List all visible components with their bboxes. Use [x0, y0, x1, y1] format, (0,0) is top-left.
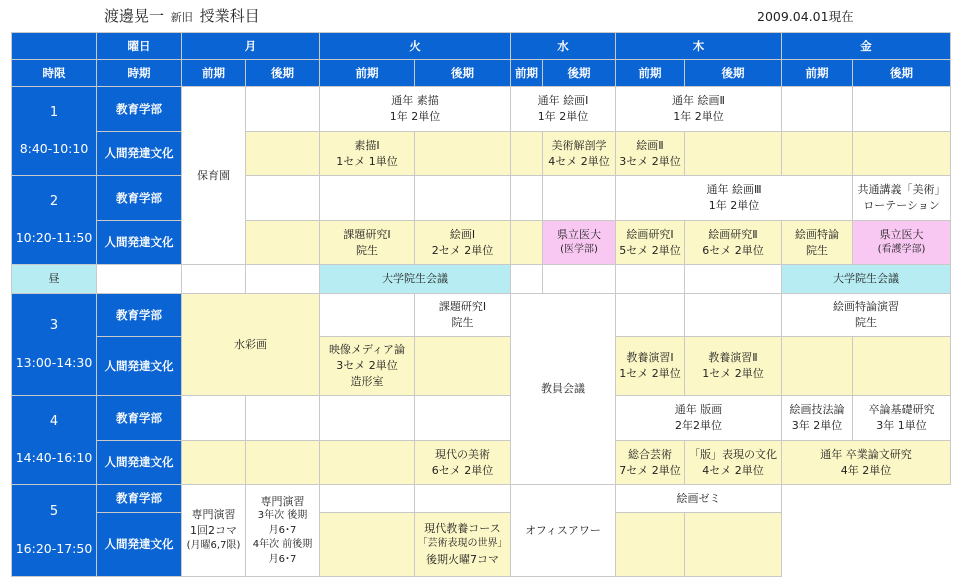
class-cell — [782, 294, 951, 337]
header-fri: 金 — [782, 33, 951, 60]
class-detail: (看護学部) — [877, 244, 926, 256]
period-5-cell — [12, 485, 97, 577]
empty-cell — [320, 513, 415, 577]
class-title: 素描Ⅰ — [354, 138, 380, 152]
class-detail: 1年 2単位 — [673, 110, 724, 123]
class-cell — [320, 221, 415, 265]
corner-cell — [12, 33, 97, 60]
empty-cell — [415, 132, 511, 176]
class-detail: (医学部) — [560, 244, 598, 256]
header-wed-zenki: 前期 — [511, 60, 543, 87]
period-number: 3 — [49, 318, 59, 334]
class-title: 現代の美術 — [435, 447, 490, 461]
empty-cell — [246, 265, 320, 294]
period-3-cell — [12, 294, 97, 396]
empty-cell — [853, 132, 951, 176]
class-cell — [616, 176, 853, 221]
class-cell — [782, 441, 951, 485]
empty-cell — [616, 513, 685, 577]
header-fri-kouki: 後期 — [853, 60, 951, 87]
dept-edu: 教育学部 — [97, 176, 182, 221]
empty-cell — [616, 265, 685, 294]
dept-human: 人間発達文化 — [97, 132, 182, 176]
header-mon-zenki: 前期 — [182, 60, 246, 87]
class-detail: 3セメ 2単位 — [336, 359, 398, 373]
empty-cell — [246, 176, 320, 221]
class-detail: 3年次 後期 — [257, 510, 308, 522]
class-cell — [616, 396, 782, 441]
class-title: 絵画研究Ⅱ — [708, 227, 758, 241]
hoikuen-cell: 保育園 — [182, 87, 246, 265]
class-cell — [320, 337, 415, 396]
class-title: 教養演習Ⅰ — [626, 351, 674, 365]
class-detail: 4年次 前後期 — [252, 539, 313, 551]
empty-cell — [853, 337, 951, 396]
class-detail: 2年2単位 — [675, 419, 722, 432]
period-time: 8:40-10:10 — [19, 141, 89, 157]
class-detail: 7セメ 2単位 — [619, 463, 681, 477]
class-detail: 1セメ 2単位 — [619, 367, 681, 380]
class-cell — [685, 221, 782, 265]
class-detail: 3年 2単位 — [791, 419, 843, 432]
empty-cell — [182, 396, 246, 441]
class-detail: (月曜6,7限) — [186, 540, 241, 552]
class-cell — [415, 221, 511, 265]
header-tue-zenki: 前期 — [320, 60, 415, 87]
class-detail: 院生 — [806, 243, 828, 257]
empty-cell — [246, 221, 320, 265]
class-detail: 1回2コマ — [190, 524, 237, 538]
faculty-meeting-cell: 教員会議 — [511, 294, 616, 485]
class-title: 通年 絵画Ⅲ — [706, 183, 762, 197]
empty-cell — [415, 485, 511, 513]
empty-cell — [543, 265, 616, 294]
dept-edu: 教育学部 — [97, 87, 182, 132]
class-cell — [415, 441, 511, 485]
class-cell — [853, 176, 951, 221]
class-detail: 4セメ 2単位 — [702, 463, 764, 477]
empty-cell — [511, 132, 543, 176]
class-detail: 3年 1単位 — [876, 419, 927, 432]
class-cell — [543, 221, 616, 265]
period-number: 1 — [49, 104, 59, 120]
class-cell — [685, 441, 782, 485]
class-cell — [616, 132, 685, 176]
class-cell — [320, 87, 511, 132]
empty-cell — [782, 87, 853, 132]
header-thu: 木 — [616, 33, 782, 60]
class-cell — [853, 221, 951, 265]
class-detail: 院生 — [356, 243, 378, 257]
empty-cell — [782, 337, 853, 396]
header-wed: 水 — [511, 33, 616, 60]
class-title: 通年 絵画Ⅱ — [672, 94, 725, 108]
empty-cell — [511, 176, 543, 221]
empty-cell — [320, 176, 415, 221]
class-detail: 月6･7 — [268, 553, 297, 565]
class-title: 県立医大 — [879, 228, 924, 242]
class-title: 映像メディア論 — [328, 343, 406, 357]
class-detail: 1セメ 1単位 — [336, 154, 398, 168]
dept-human: 人間発達文化 — [97, 513, 182, 577]
dept-human: 人間発達文化 — [97, 221, 182, 265]
lunch-label: 昼 — [12, 265, 97, 294]
class-title: 絵画技法論 — [789, 403, 845, 417]
empty-cell — [246, 441, 320, 485]
class-title: 絵画Ⅱ — [636, 138, 664, 152]
class-detail: 院生 — [855, 316, 877, 329]
class-cell — [616, 441, 685, 485]
class-detail: 3セメ 2単位 — [619, 154, 681, 168]
empty-cell — [182, 441, 246, 485]
period-number: 2 — [49, 193, 59, 209]
dept-edu: 教育学部 — [97, 294, 182, 337]
empty-cell — [511, 221, 543, 265]
title-small-label: 新旧 — [170, 11, 193, 24]
class-title: 「版」表現の文化 — [689, 447, 777, 461]
empty-cell — [415, 337, 511, 396]
class-title: 通年 絵画Ⅰ — [537, 94, 589, 108]
class-cell — [511, 87, 616, 132]
class-detail: 6セメ 2単位 — [702, 243, 764, 257]
timetable — [11, 32, 951, 577]
empty-cell — [320, 396, 415, 441]
header-youbi: 曜日 — [97, 33, 182, 60]
class-title: 絵画Ⅰ — [449, 227, 476, 241]
class-detail: 月6･7 — [268, 524, 297, 536]
meeting-cell: 大学院生会議 — [320, 265, 511, 294]
header-jigen: 時限 — [12, 60, 97, 87]
class-cell — [853, 396, 951, 441]
class-title: 専門演習 — [191, 508, 236, 522]
class-title: 絵画研究Ⅰ — [626, 227, 674, 241]
class-title: 総合芸術 — [628, 447, 672, 461]
class-detail: 後期火曜7コマ — [426, 552, 499, 566]
period-4-cell — [12, 396, 97, 485]
empty-cell — [616, 294, 685, 337]
class-title: 課題研究Ⅰ — [438, 300, 487, 314]
period-time: 16:20-17:50 — [15, 540, 93, 556]
header-thu-zenki: 前期 — [616, 60, 685, 87]
meeting-cell: 大学院生会議 — [782, 265, 951, 294]
class-cell — [543, 132, 616, 176]
empty-cell — [685, 294, 782, 337]
header-tue-kouki: 後期 — [415, 60, 511, 87]
period-1-cell — [12, 87, 97, 176]
class-cell — [782, 396, 853, 441]
office-hour-cell: オフィスアワー — [511, 485, 616, 577]
period-2-cell — [12, 176, 97, 265]
empty-cell — [246, 396, 320, 441]
header-jiki: 時期 — [97, 60, 182, 87]
class-cell — [415, 513, 511, 577]
empty-cell — [320, 294, 415, 337]
dept-edu: 教育学部 — [97, 485, 182, 513]
header-mon-kouki: 後期 — [246, 60, 320, 87]
empty-cell — [320, 441, 415, 485]
class-title: 絵画特論演習 — [833, 300, 899, 314]
class-detail: ローテーション — [863, 199, 940, 212]
empty-cell — [685, 132, 782, 176]
class-title: 現代教養コース — [424, 522, 501, 536]
header-mon: 月 — [182, 33, 320, 60]
dept-edu: 教育学部 — [97, 396, 182, 441]
class-detail: 1年 2単位 — [537, 110, 589, 123]
period-number: 5 — [49, 504, 59, 520]
header-wed-kouki: 後期 — [543, 60, 616, 87]
class-cell — [616, 221, 685, 265]
class-title: 専門演習 — [260, 494, 305, 508]
class-title: 共通講義「美術」 — [857, 183, 946, 197]
class-title: 通年 版画 — [674, 403, 723, 417]
class-cell — [616, 87, 782, 132]
period-time: 14:40-16:10 — [15, 450, 93, 466]
header-fri-zenki: 前期 — [782, 60, 853, 87]
empty-cell — [415, 176, 511, 221]
empty-cell — [246, 87, 320, 132]
period-time: 13:00-14:30 — [15, 354, 93, 370]
class-title: 絵画特論 — [795, 227, 839, 241]
empty-cell — [415, 396, 511, 441]
class-detail: 4セメ 2単位 — [548, 154, 610, 168]
empty-cell — [543, 176, 616, 221]
empty-cell — [320, 485, 415, 513]
class-cell — [616, 337, 685, 396]
class-detail: 5セメ 2単位 — [619, 243, 681, 257]
class-cell — [320, 132, 415, 176]
class-cell — [246, 485, 320, 577]
empty-cell — [782, 132, 853, 176]
as-of-date: 2009.04.01現在 — [757, 9, 854, 24]
class-detail: 1年 2単位 — [389, 110, 441, 123]
class-room: 造形室 — [350, 374, 384, 388]
class-title: 卒論基礎研究 — [868, 403, 935, 417]
class-cell — [182, 485, 246, 577]
class-title: 県立医大 — [557, 228, 601, 242]
class-cell: 水彩画 — [182, 294, 320, 396]
empty-cell — [246, 132, 320, 176]
title-subject: 授業科目 — [199, 7, 260, 25]
empty-cell — [685, 265, 782, 294]
class-title: 美術解剖学 — [551, 138, 607, 152]
class-title: 通年 卒業論文研究 — [820, 447, 912, 461]
class-cell — [415, 294, 511, 337]
header-thu-kouki: 後期 — [685, 60, 782, 87]
period-number: 4 — [49, 413, 59, 429]
empty-cell — [511, 265, 543, 294]
class-detail: 6セメ 2単位 — [431, 463, 494, 477]
class-detail: 院生 — [451, 316, 474, 329]
dept-human: 人間発達文化 — [97, 337, 182, 396]
class-detail: 2セメ 2単位 — [431, 243, 494, 257]
period-time: 10:20-11:50 — [15, 230, 93, 246]
class-cell: 絵画ゼミ — [616, 485, 782, 513]
empty-cell — [182, 265, 246, 294]
class-detail: 4年 2単位 — [840, 463, 892, 477]
class-detail: 「芸術表現の世界」 — [417, 538, 508, 550]
header-tue: 火 — [320, 33, 511, 60]
class-title: 課題研究Ⅰ — [343, 227, 391, 241]
empty-cell — [97, 265, 182, 294]
class-detail: 1セメ 2単位 — [702, 367, 764, 380]
class-title: 通年 素描 — [391, 94, 439, 108]
page-title — [104, 5, 260, 26]
class-detail: 1年 2単位 — [708, 199, 760, 212]
empty-cell — [853, 87, 951, 132]
teacher-name: 渡邊晃一 — [104, 7, 165, 25]
class-title: 教養演習Ⅱ — [708, 351, 758, 365]
class-cell — [685, 337, 782, 396]
class-cell — [782, 221, 853, 265]
dept-human: 人間発達文化 — [97, 441, 182, 485]
empty-cell — [685, 513, 782, 577]
